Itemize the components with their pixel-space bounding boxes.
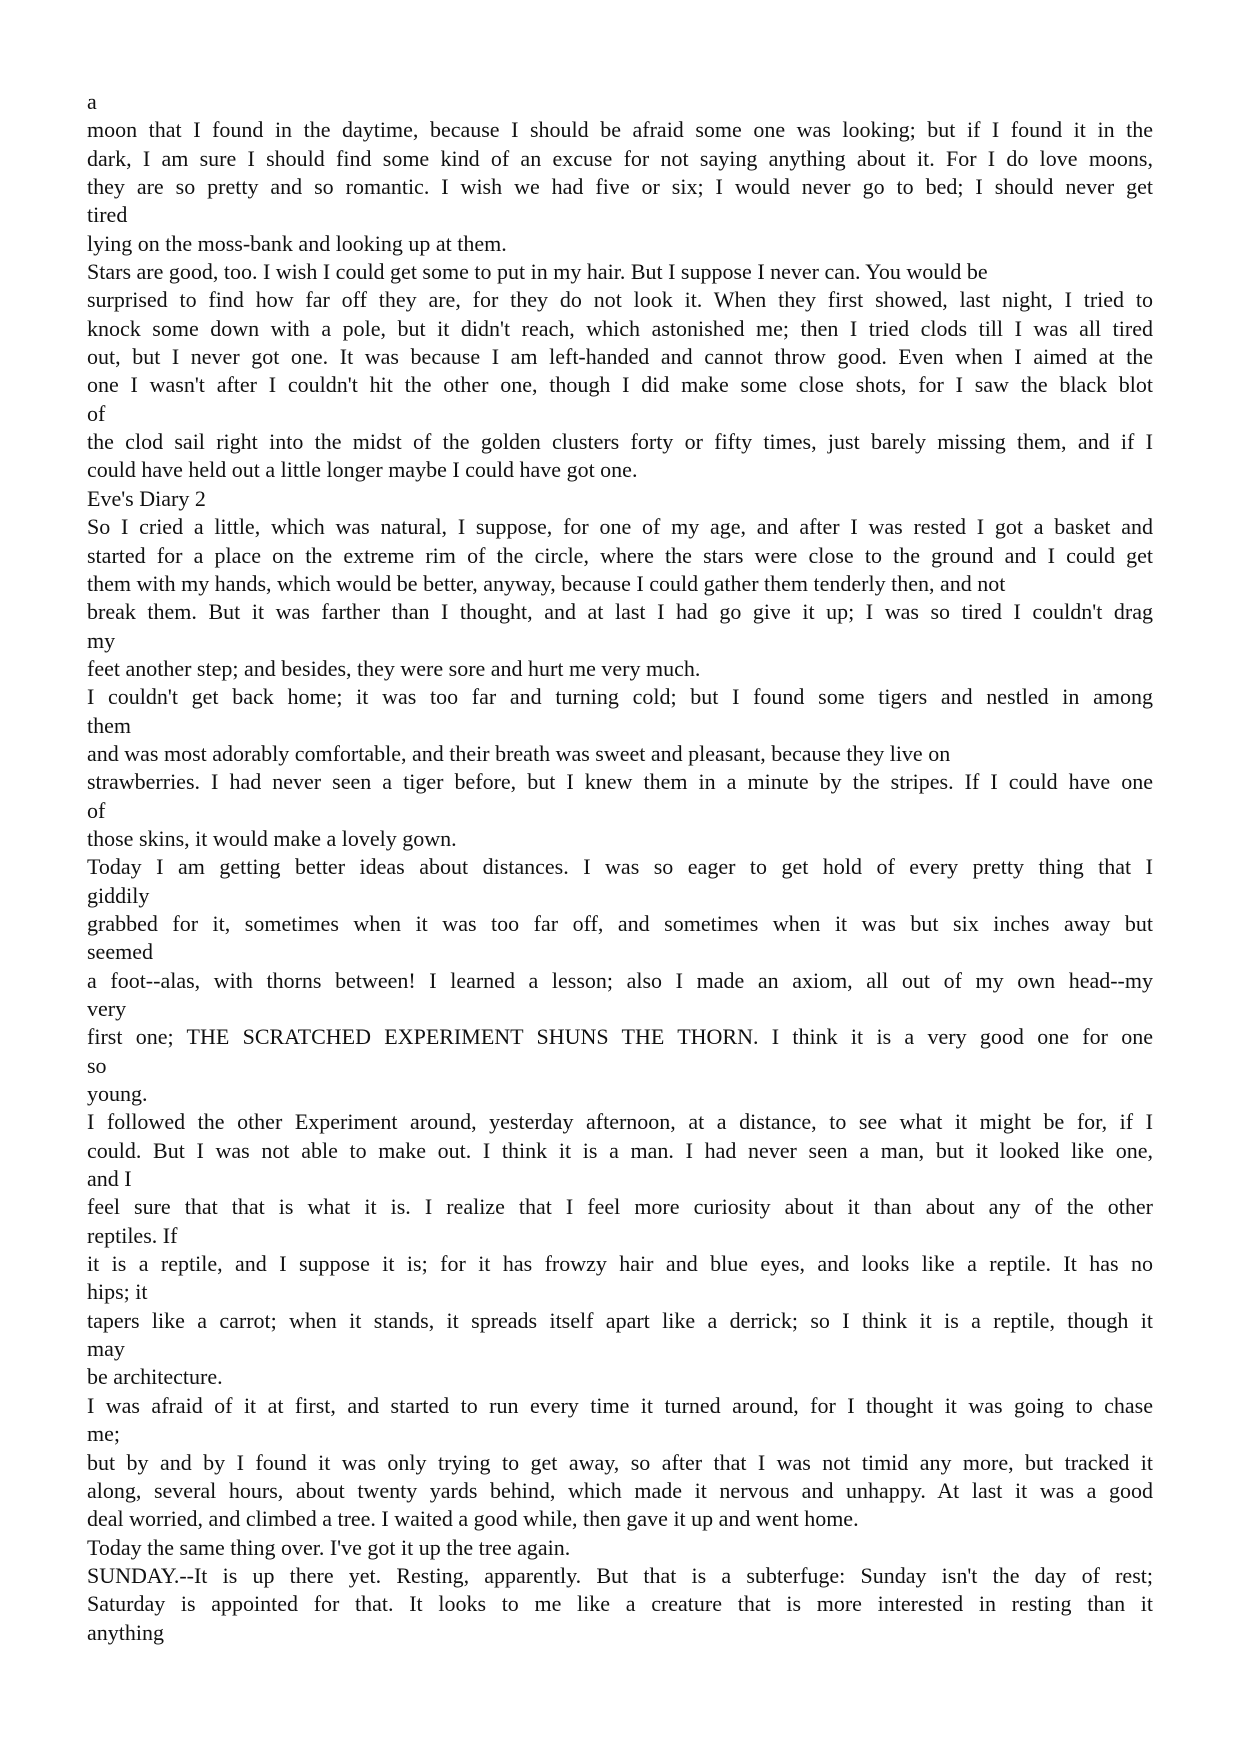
text-line: SUNDAY.--It is up there yet. Resting, apparently. But that is a subterfuge: Sunday isn't the day of rest; — [87, 1562, 1153, 1588]
text-line: them — [87, 712, 131, 738]
text-line: so — [87, 1052, 107, 1078]
text-line: strawberries. I had never seen a tiger before, but I knew them in a minute by the stripes. If I could have one — [87, 769, 1153, 795]
text-line: those skins, it would make a lovely gown. — [87, 825, 457, 851]
text-line: first one; THE SCRATCHED EXPERIMENT SHUNS THE THORN. I think it is a very good one for one — [87, 1024, 1153, 1050]
text-line: me; — [87, 1421, 120, 1447]
text-line: my — [87, 627, 116, 653]
text-line: dark, I am sure I should find some kind of an excuse for not saying anything about it. For I do love moons, — [87, 145, 1153, 171]
text-line: anything — [87, 1619, 164, 1645]
text-line: and I — [87, 1166, 132, 1192]
text-line: surprised to find how far off they are, for they do not look it. When they first showed, last night, I tried to — [87, 287, 1153, 313]
text-line: So I cried a little, which was natural, I suppose, for one of my age, and after I was rested I got a basket and — [87, 514, 1153, 540]
text-line: Stars are good, too. I wish I could get some to put in my hair. But I suppose I never can. You would be — [87, 259, 988, 285]
text-line: young. — [87, 1081, 148, 1107]
text-line: a foot--alas, with thorns between! I learned a lesson; also I made an axiom, all out of my own head--my — [87, 967, 1153, 993]
text-line: feel sure that that is what it is. I realize that I feel more curiosity about it than about any of the other — [87, 1194, 1153, 1220]
text-line: the clod sail right into the midst of the golden clusters forty or fifty times, just barely missing them, and if I — [87, 429, 1153, 455]
text-line: a — [87, 89, 97, 114]
text-line: Saturday is appointed for that. It looks to me like a creature that is more interested in resting than it — [87, 1591, 1153, 1617]
text-line: deal worried, and climbed a tree. I waited a good while, then gave it up and went home. — [87, 1506, 859, 1532]
text-line: of — [87, 797, 106, 823]
text-line: could have held out a little longer maybe I could have got one. — [87, 457, 638, 483]
text-line: feet another step; and besides, they were sore and hurt me very much. — [87, 655, 701, 681]
text-line: I followed the other Experiment around, yesterday afternoon, at a distance, to see what it might be for, if I — [87, 1109, 1153, 1135]
text-line: them with my hands, which would be better, anyway, because I could gather them tenderly then, and not — [87, 570, 1006, 596]
text-line: grabbed for it, sometimes when it was too far off, and sometimes when it was but six inches away but — [87, 910, 1153, 936]
text-line: one I wasn't after I couldn't hit the other one, though I did make some close shots, for I saw the black blot — [87, 372, 1153, 398]
text-line: out, but I never got one. It was because I am left-handed and cannot throw good. Even when I aimed at the — [87, 344, 1153, 370]
text-line: of — [87, 400, 106, 426]
text-line: Eve's Diary 2 — [87, 485, 206, 511]
text-line: it is a reptile, and I suppose it is; for it has frowzy hair and blue eyes, and looks like a reptile. It has no — [87, 1251, 1153, 1277]
text-line: along, several hours, about twenty yards behind, which made it nervous and unhappy. At last it was a good — [87, 1477, 1153, 1503]
text-line: could. But I was not able to make out. I think it is a man. I had never seen a man, but it looked like one, — [87, 1137, 1153, 1163]
text-line: I couldn't get back home; it was too far and turning cold; but I found some tigers and nestled in among — [87, 684, 1153, 710]
text-line: reptiles. If — [87, 1222, 178, 1248]
text-line: be architecture. — [87, 1364, 223, 1390]
document-page — [87, 88, 1153, 1647]
text-line: started for a place on the extreme rim of the circle, where the stars were close to the ground and I could get — [87, 542, 1153, 568]
text-line: they are so pretty and so romantic. I wish we had five or six; I would never go to bed; I should never get — [87, 174, 1153, 200]
text-line: and was most adorably comfortable, and their breath was sweet and pleasant, because they live on — [87, 740, 951, 766]
text-line: knock some down with a pole, but it didn't reach, which astonished me; then I tried clods till I was all tired — [87, 315, 1153, 341]
text-line: hips; it — [87, 1279, 148, 1305]
text-line: tapers like a carrot; when it stands, it spreads itself apart like a derrick; so I think it is a reptile, though it — [87, 1307, 1153, 1333]
text-line: giddily — [87, 882, 150, 908]
text-line: Today the same thing over. I've got it up the tree again. — [87, 1534, 571, 1560]
text-line: moon that I found in the daytime, because I should be afraid some one was looking; but if I found it in the — [87, 117, 1153, 143]
text-line: may — [87, 1336, 125, 1362]
text-line: seemed — [87, 939, 153, 965]
text-line: Today I am getting better ideas about distances. I was so eager to get hold of every pretty thing that I — [87, 854, 1153, 880]
text-line: but by and by I found it was only trying to get away, so after that I was not timid any more, but tracked it — [87, 1449, 1153, 1475]
text-line: break them. But it was farther than I thought, and at last I had go give it up; I was so tired I couldn't drag — [87, 599, 1153, 625]
text-line: lying on the moss-bank and looking up at them. — [87, 230, 507, 256]
text-line: tired — [87, 202, 128, 228]
text-line: I was afraid of it at first, and started to run every time it turned around, for I thought it was going to chase — [87, 1392, 1153, 1418]
text-line: very — [87, 996, 127, 1021]
